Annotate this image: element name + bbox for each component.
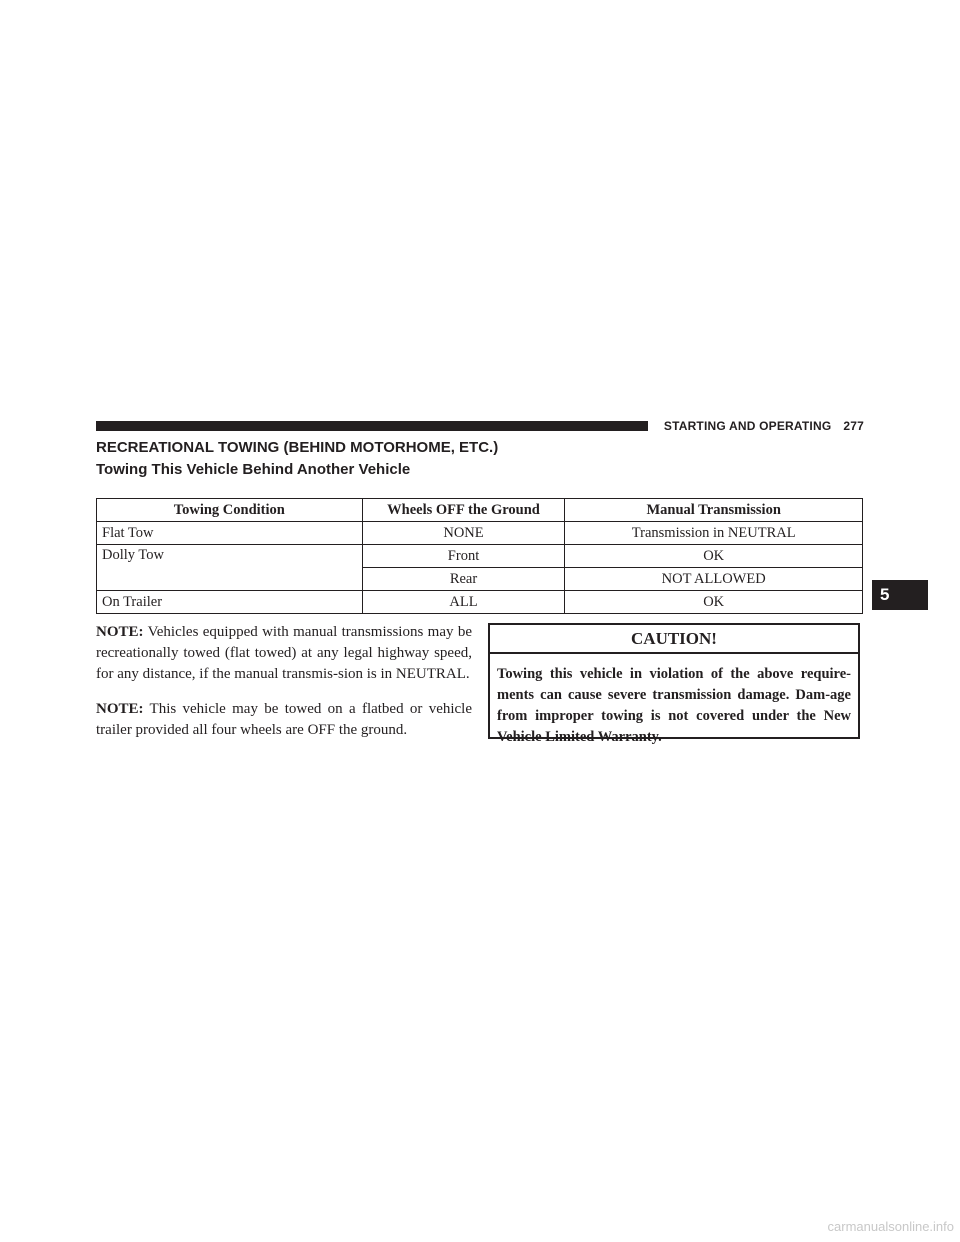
towing-table: [96, 498, 863, 614]
note-text: This vehicle may be towed on a flatbed or vehicle trailer provided all four wheels are OFF the ground.: [96, 701, 472, 738]
table-row: [97, 591, 863, 614]
cell-transmission: OK: [565, 591, 863, 614]
cell-transmission: OK: [565, 545, 863, 568]
header-rule: [96, 421, 648, 431]
column-header: Towing Condition: [97, 499, 363, 522]
page-number: 277: [843, 419, 864, 433]
cell-wheels: Rear: [362, 568, 565, 591]
caution-title: CAUTION!: [490, 625, 858, 654]
subsection-title: Towing This Vehicle Behind Another Vehicle: [96, 461, 411, 478]
caution-text: Towing this vehicle in violation of the above require-ments can cause severe transmission damage. Dam-age from improper towing is not covered under the New Vehicle Limited Warranty.: [497, 666, 851, 745]
note-text: Vehicles equipped with manual transmissions may be recreationally towed (flat towed) at any legal highway speed, for any distance, if the manual transmis-sion is in NEUTRAL.: [96, 624, 472, 682]
cell-transmission: Transmission in NEUTRAL: [565, 522, 863, 545]
section-title: RECREATIONAL TOWING (BEHIND MOTORHOME, ETC.): [96, 439, 499, 456]
note-paragraph: [96, 622, 472, 685]
table-row: [97, 522, 863, 545]
column-header: Manual Transmission: [565, 499, 863, 522]
watermark: carmanualsonline.info: [827, 1219, 954, 1234]
caution-box: [488, 623, 860, 745]
cell-condition: Flat Tow: [97, 522, 363, 545]
table-row: [97, 545, 863, 568]
cell-condition: On Trailer: [97, 591, 363, 614]
note-paragraph: [96, 699, 472, 741]
notes-column: [96, 622, 472, 755]
running-header: [660, 417, 864, 435]
note-label: NOTE:: [96, 624, 144, 640]
cell-transmission: NOT ALLOWED: [565, 568, 863, 591]
column-header: Wheels OFF the Ground: [362, 499, 565, 522]
table-header-row: [97, 499, 863, 522]
header-section: STARTING AND OPERATING: [663, 419, 832, 433]
cell-condition: Dolly Tow: [97, 545, 363, 591]
cell-wheels: NONE: [362, 522, 565, 545]
cell-wheels: ALL: [362, 591, 565, 614]
note-label: NOTE:: [96, 701, 144, 717]
chapter-tab: 5: [872, 580, 928, 610]
cell-wheels: Front: [362, 545, 565, 568]
